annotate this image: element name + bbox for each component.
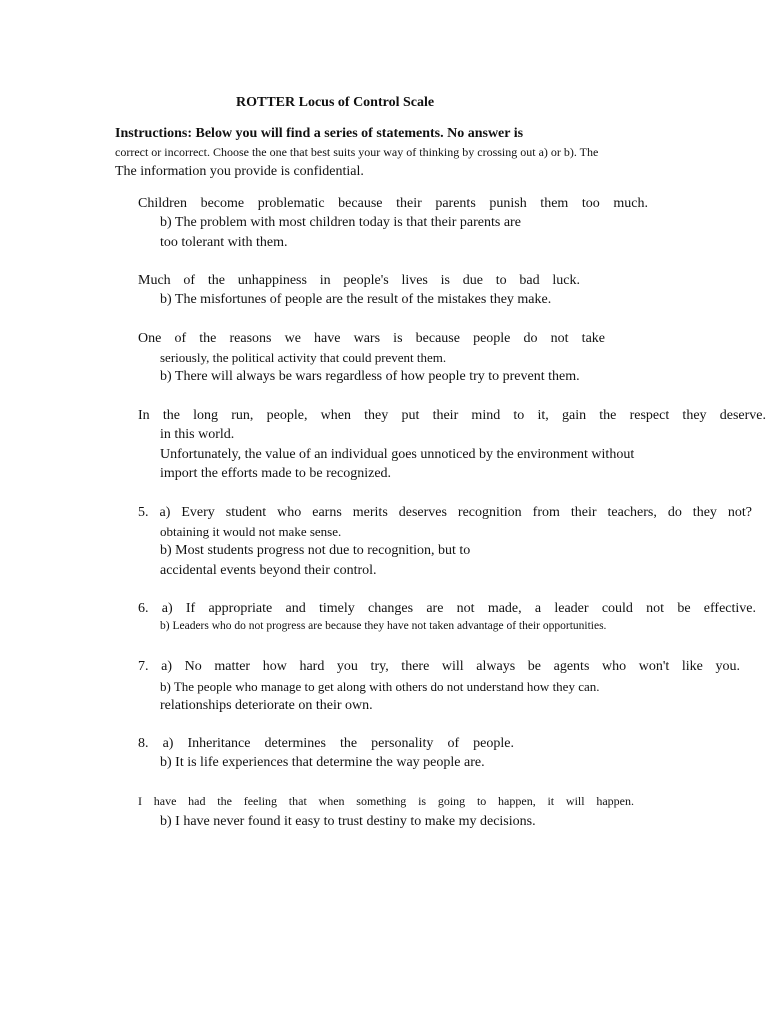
item-5-option-b-line-2: accidental events beyond their control.	[160, 563, 377, 578]
item-4-option-a-line-1: In the long run, people, when they put their mind to it, gain the respect they deserve.	[138, 408, 766, 423]
item-1-option-a: Children become problematic because their parents punish them too much.	[138, 196, 648, 211]
item-8-option-b: b) It is life experiences that determine the way people are.	[160, 755, 485, 770]
item-4-option-b-line-2: import the efforts made to be recognized.	[160, 466, 392, 481]
item-4-option-b-line-1: Unfortunately, the value of an individual goes unnoticed by the environment without	[160, 447, 635, 462]
item-6-option-a: 6. a) If appropriate and timely changes are not made, a leader could not be effective.	[138, 601, 756, 616]
item-2-option-b: b) The misfortunes of people are the result of the mistakes they make.	[160, 292, 552, 307]
document-title: ROTTER Locus of Control Scale	[236, 95, 435, 110]
item-7-option-b-line-1: b) The people who manage to get along with others do not understand how they can.	[160, 679, 600, 694]
item-4-option-a-line-2: in this world.	[160, 427, 235, 442]
instructions-line-1: Instructions: Below you will find a series of statements. No answer is	[115, 126, 524, 141]
item-1-option-b-line-2: too tolerant with them.	[160, 235, 288, 250]
item-8-option-a: 8. a) Inheritance determines the personality of people.	[138, 736, 514, 751]
item-5-option-a-line-2: obtaining it would not make sense.	[160, 524, 342, 539]
item-3-option-a-line-1: One of the reasons we have wars is because people do not take	[138, 331, 605, 346]
item-3-option-a-line-2: seriously, the political activity that could prevent them.	[160, 350, 447, 365]
item-3-option-b: b) There will always be wars regardless of how people try to prevent them.	[160, 369, 580, 384]
item-5-option-a-line-1: 5. a) Every student who earns merits deserves recognition from their teachers, do they not?	[138, 505, 752, 520]
instructions-line-2: correct or incorrect. Choose the one that best suits your way of thinking by crossing out a) or b). The	[115, 145, 599, 159]
item-9-option-a: I have had the feeling that when something is going to happen, it will happen.	[138, 794, 634, 808]
item-6-option-b: b) Leaders who do not progress are because they have not taken advantage of their opportunities.	[160, 620, 607, 632]
item-2-option-a: Much of the unhappiness in people's lives is due to bad luck.	[138, 273, 580, 288]
instructions-line-3: The information you provide is confidential.	[115, 164, 364, 179]
item-9-option-b: b) I have never found it easy to trust destiny to make my decisions.	[160, 814, 536, 829]
item-1-option-b-line-1: b) The problem with most children today is that their parents are	[160, 215, 521, 230]
item-7-option-b-line-2: relationships deteriorate on their own.	[160, 698, 373, 713]
item-7-option-a: 7. a) No matter how hard you try, there will always be agents who won't like you.	[138, 659, 740, 674]
item-5-option-b-line-1: b) Most students progress not due to recognition, but to	[160, 543, 471, 558]
